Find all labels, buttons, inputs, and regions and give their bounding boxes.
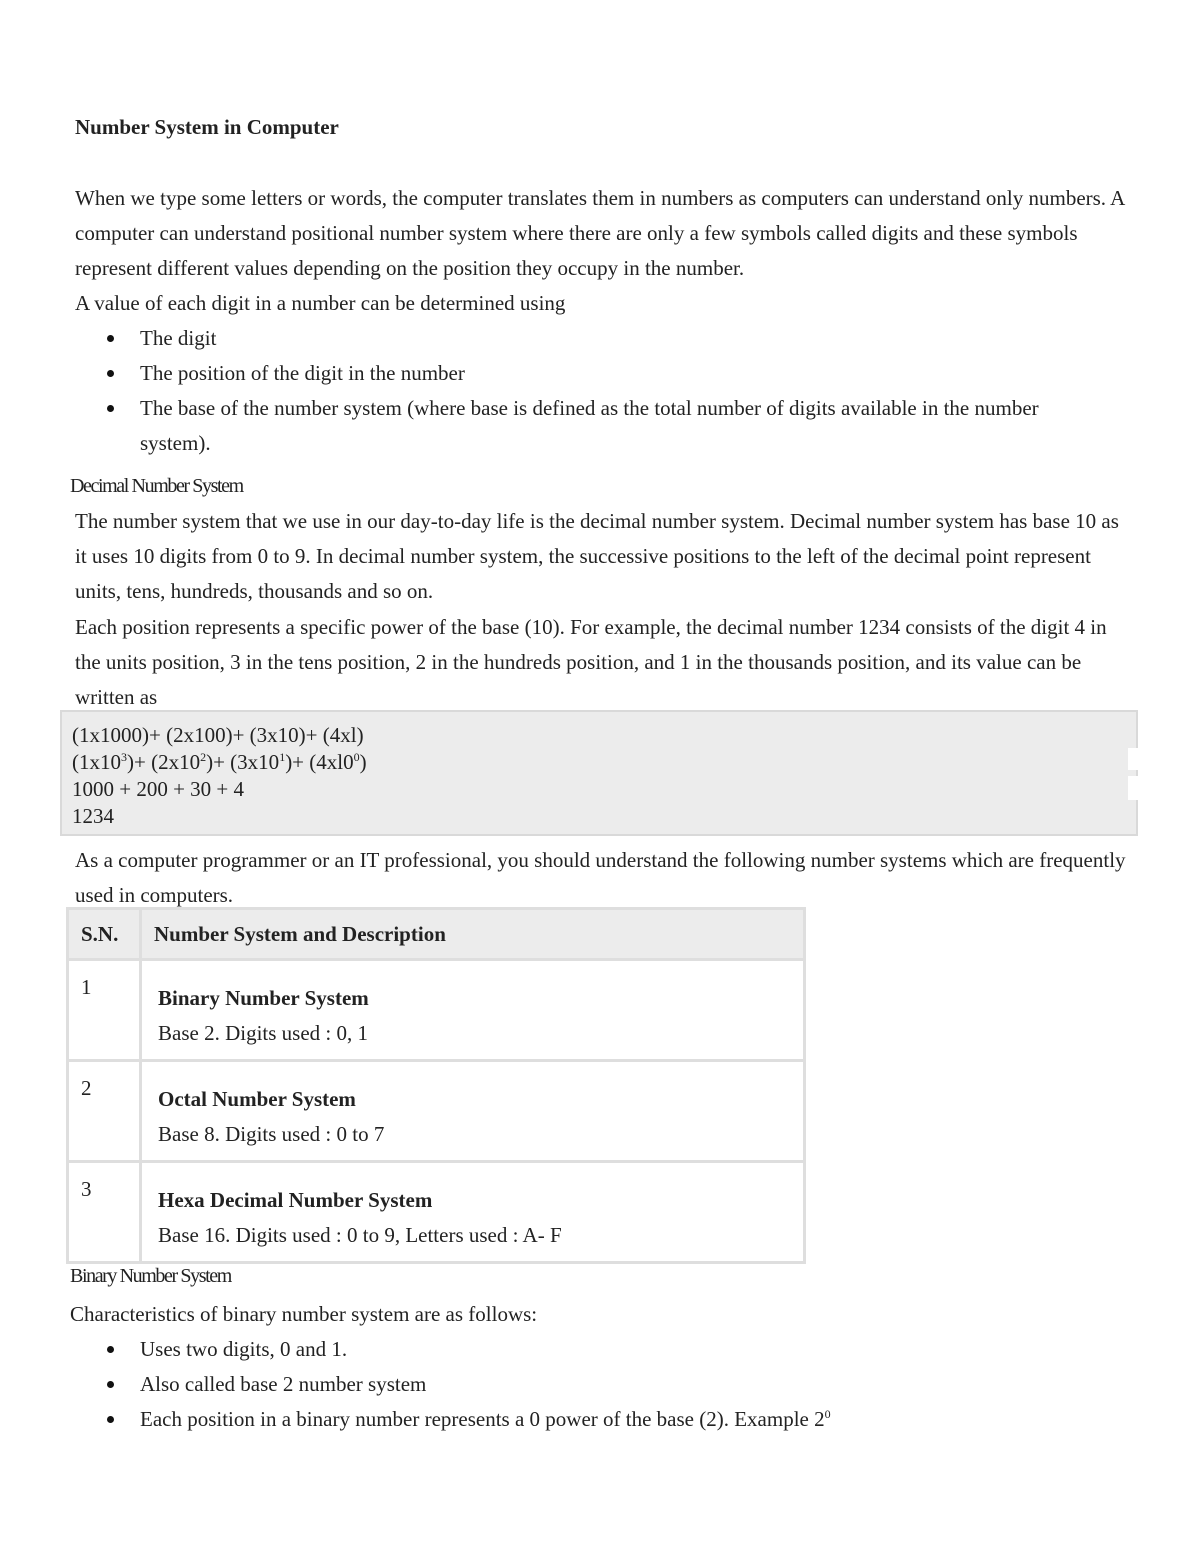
list-item: The position of the digit in the number xyxy=(140,356,1090,391)
value-intro: A value of each digit in a number can be determined using xyxy=(75,291,566,315)
table-row xyxy=(68,960,805,1061)
binary-intro: Characteristics of binary number system are as follows: xyxy=(70,1302,538,1326)
exponent: 0 xyxy=(824,1407,831,1421)
code-line-3: 1000 + 200 + 30 + 4 xyxy=(72,777,245,801)
table-cell-description xyxy=(141,1061,805,1162)
code-block-gap xyxy=(1128,748,1138,770)
code-line-2: $(1x10^3)+ (2x10^2)+ (3x10^1)+ (4xl0^0)$ xyxy=(72,750,367,774)
page-title: Number System in Computer xyxy=(75,115,339,139)
list-item: Also called base 2 number system xyxy=(140,1367,1090,1402)
binary-heading: Binary Number System xyxy=(70,1265,231,1287)
list-item: Uses two digits, 0 and 1. xyxy=(140,1332,1090,1367)
table-row xyxy=(68,1162,805,1263)
table-cell-description xyxy=(141,960,805,1061)
table-cell-description xyxy=(141,1162,805,1263)
value-bullet-list xyxy=(140,321,1090,461)
number-system-name: Binary Number System xyxy=(158,986,369,1010)
table-header-sn: S.N. xyxy=(68,909,141,960)
decimal-heading: Decimal Number System xyxy=(70,475,243,497)
number-system-table xyxy=(66,907,806,1264)
list-item: Each position in a binary number represents a 0 power of the base (2). Example $2^0$ xyxy=(140,1402,1090,1437)
code-line-4: 1234 xyxy=(72,804,114,828)
decimal-paragraph-2: Each position represents a specific power of the base (10). For example, the decimal number 1234 consists of the digit 4 in the units position, 3 in the tens position, 2 in the hundreds position, and 1 in the thousands position, and its value can be written as xyxy=(75,615,1107,709)
table-cell-sn: 2 xyxy=(68,1061,141,1162)
number-system-name: Hexa Decimal Number System xyxy=(158,1188,433,1212)
binary-bullet-list xyxy=(140,1332,1090,1437)
decimal-paragraph-1: The number system that we use in our day-to-day life is the decimal number system. Decimal number system has base 10 as it uses 10 digits from 0 to 9. In decimal number system, the successive positions to the left of the decimal point represent units, tens, hundreds, thousands and so on. xyxy=(75,509,1119,603)
table-header-description: Number System and Description xyxy=(141,909,805,960)
number-system-detail: Base 8. Digits used : 0 to 7 xyxy=(158,1122,385,1146)
intro-paragraph: When we type some letters or words, the computer translates them in numbers as computers can understand only numbers. A computer can understand positional number system where there are only a few symbols called digits and these symbols represent different values depending on the position they occupy in the number. xyxy=(75,186,1125,280)
table-cell-sn: 1 xyxy=(68,960,141,1061)
list-item: The digit xyxy=(140,321,1090,356)
list-item: The base of the number system (where base is defined as the total number of digits available in the number system). xyxy=(140,391,1090,461)
number-system-detail: Base 16. Digits used : 0 to 9, Letters used : A- F xyxy=(158,1223,562,1247)
number-system-detail: Base 2. Digits used : 0, 1 xyxy=(158,1021,368,1045)
code-block xyxy=(60,710,1138,836)
table-header-row xyxy=(68,909,805,960)
code-line-1: (1x1000)+ (2x100)+ (3x10)+ (4xl) xyxy=(72,723,364,747)
table-cell-sn: 3 xyxy=(68,1162,141,1263)
programmer-paragraph: As a computer programmer or an IT professional, you should understand the following number systems which are frequently used in computers. xyxy=(75,848,1126,907)
table-row xyxy=(68,1061,805,1162)
code-block-gap xyxy=(1128,776,1138,800)
number-system-name: Octal Number System xyxy=(158,1087,356,1111)
